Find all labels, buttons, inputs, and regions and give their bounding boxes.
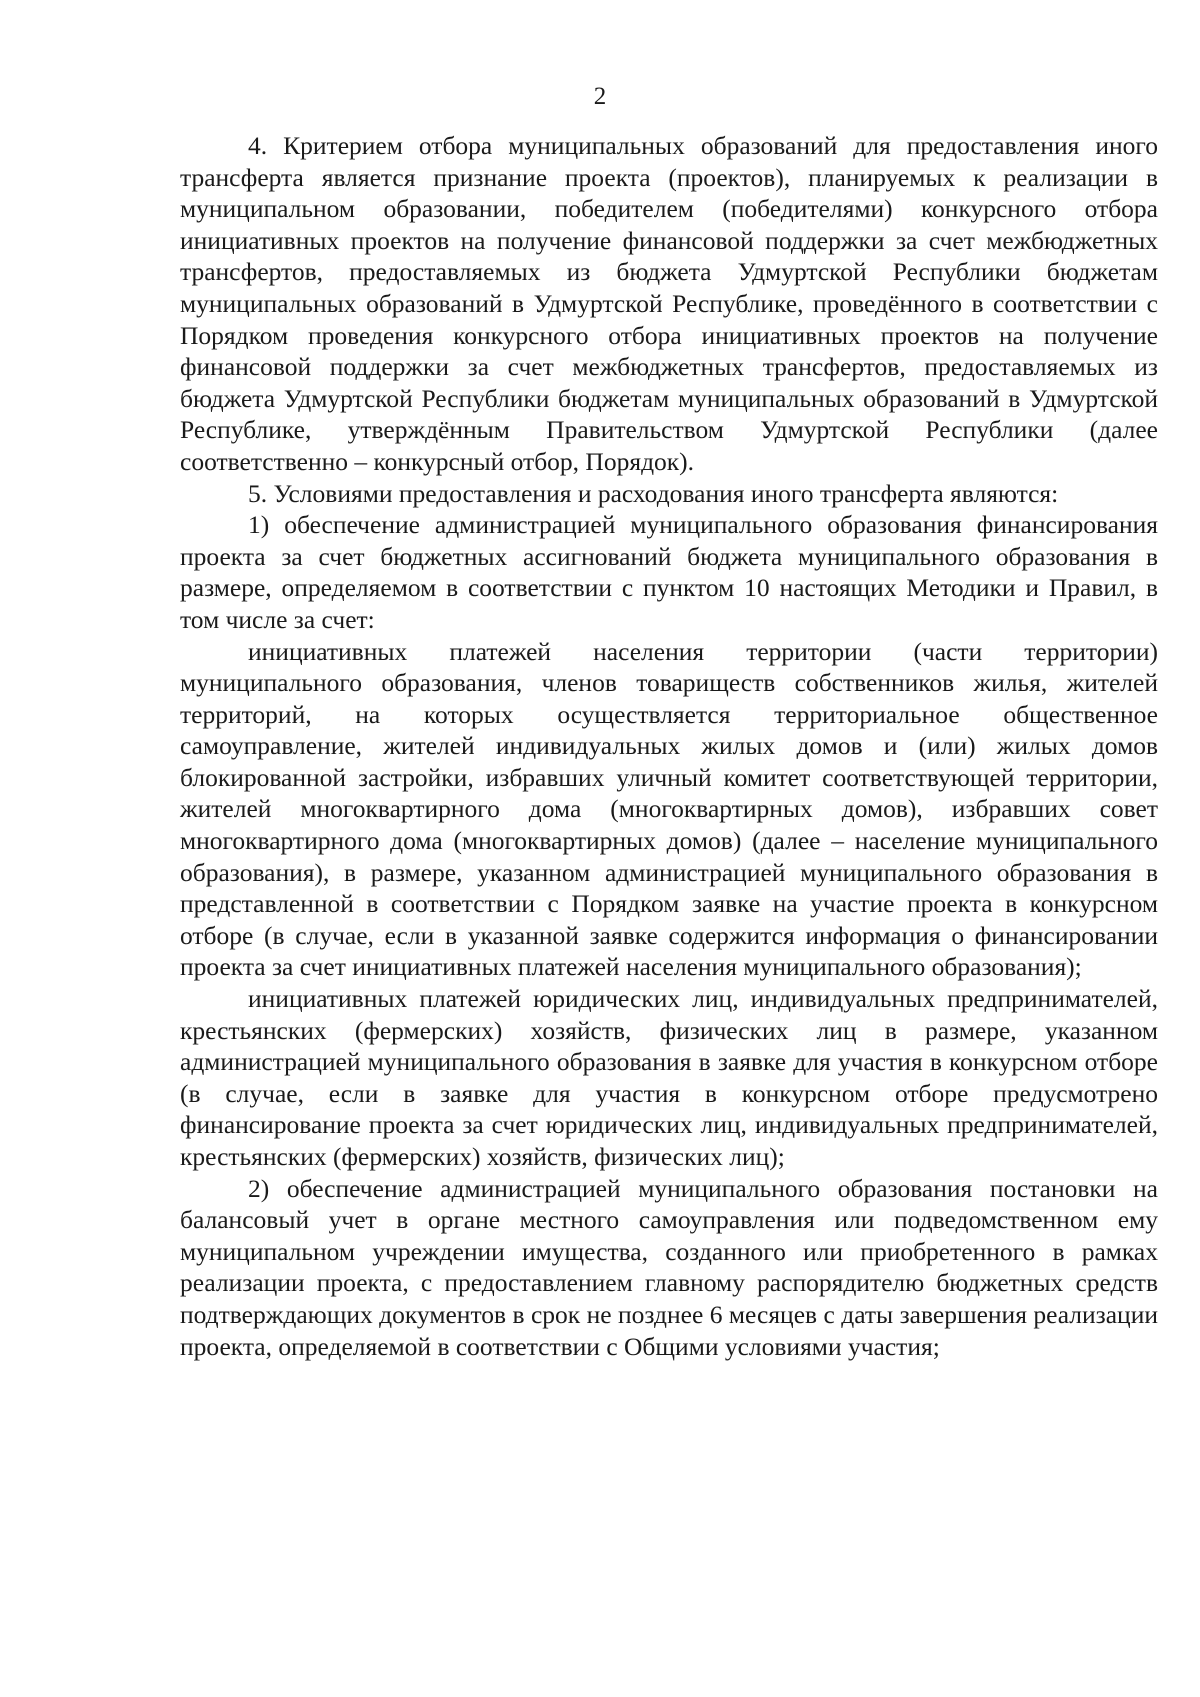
paragraph-legal-entity-payments: инициативных платежей юридических лиц, индивидуальных предпринимателей, крестьянских (фермерских) хозяйств, физических лиц в размере, указанном администрацией муниципального образования в заявке для участия в конкурсном отборе (в случае, если в заявке для участия в конкурсном отборе предусмотрено финансирование проекта за счет юридических лиц, индивидуальных предпринимателей, крестьянских (фермерских) хозяйств, физических лиц); — [180, 984, 1158, 1171]
paragraph-condition-2-balance-registration: 2) обеспечение администрацией муниципального образования постановки на балансовый учет в органе местного самоуправления или подведомственном ему муниципальном учреждении имущества, созданного или приобретенного в рамках реализации проекта, с предоставлением главному распорядителю бюджетных средств подтверждающих документов в срок не позднее 6 месяцев с даты завершения реализации проекта, определяемой в соответствии с Общими условиями участия; — [180, 1173, 1158, 1361]
document-body — [180, 130, 1158, 1362]
paragraph-conditions-heading: 5. Условиями предоставления и расходования иного трансферта являются: — [248, 478, 1059, 508]
paragraph-population-payments: инициативных платежей населения территории (части территории) муниципального образования, членов товариществ собственников жилья, жителей территорий, на которых осуществляется территориальное общественное самоуправление, жителей индивидуальных жилых домов и (или) жилых домов блокированной застройки, избравших уличный комитет соответствующей территории, жителей многоквартирного дома (многоквартирных домов), избравших совет многоквартирного дома (многоквартирных домов) (далее – население муниципального образования), в размере, указанном администрацией муниципального образования в представленной в соответствии с Порядком заявке на участие проекта в конкурсном отборе (в случае, если в указанной заявке содержится информация о финансировании проекта за счет инициативных платежей населения муниципального образования); — [180, 636, 1158, 982]
paragraph-selection-criterion: 4. Критерием отбора муниципальных образований для предоставления иного трансферта является признание проекта (проектов), планируемых к реализации в муниципальном образовании, победителем (победителями) конкурсного отбора инициативных проектов на получение финансовой поддержки за счет межбюджетных трансфертов, предоставляемых из бюджета Удмуртской Республики бюджетам муниципальных образований в Удмуртской Республике, проведённого в соответствии с Порядком проведения конкурсного отбора инициативных проектов на получение финансовой поддержки за счет межбюджетных трансфертов, предоставляемых из бюджета Удмуртской Республики бюджетам муниципальных образований в Удмуртской Республике, утверждённым Правительством Удмуртской Республики (далее соответственно – конкурсный отбор, Порядок). — [180, 131, 1158, 476]
paragraph-condition-1-financing: 1) обеспечение администрацией муниципального образования финансирования проекта за счет бюджетных ассигнований бюджета муниципального образования в размере, определяемом в соответствии с пунктом 10 настоящих Методики и Правил, в том числе за счет: — [180, 510, 1158, 634]
page-number: 2 — [593, 83, 607, 110]
